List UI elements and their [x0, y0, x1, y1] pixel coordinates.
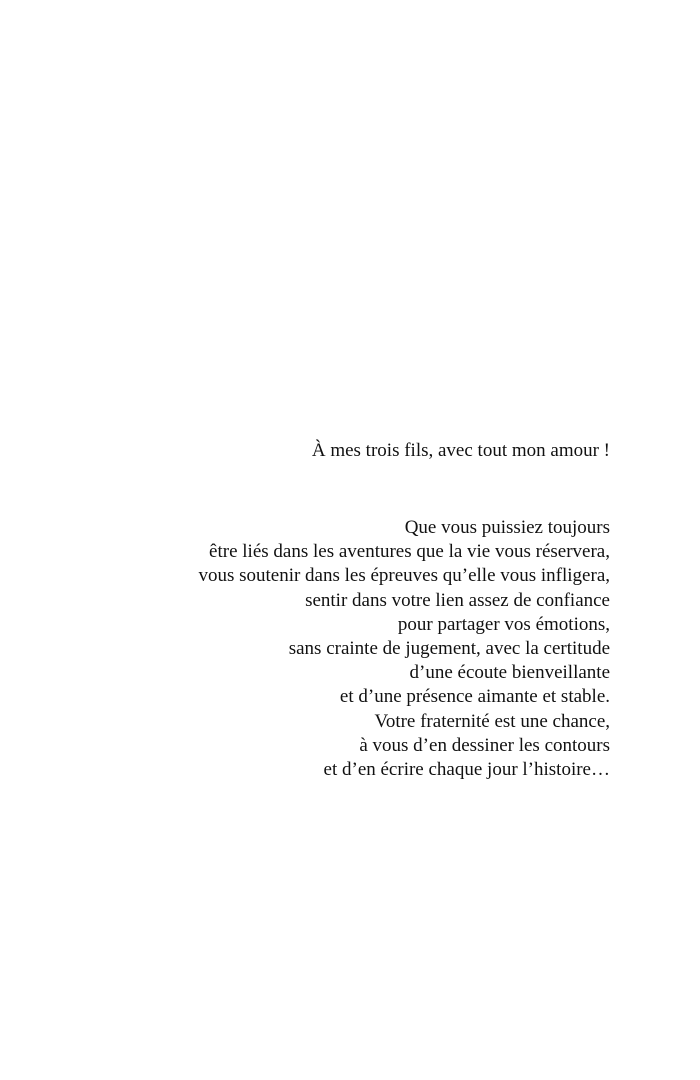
- poem-line: sentir dans votre lien assez de confiance: [305, 589, 610, 611]
- dedication-poem: [198, 516, 610, 782]
- poem-line: Votre fraternité est une chance,: [374, 710, 610, 732]
- poem-line: et d’en écrire chaque jour l’histoire…: [323, 759, 610, 781]
- poem-line: d’une écoute bienveillante: [409, 662, 610, 684]
- poem-line: à vous d’en dessiner les contours: [359, 734, 610, 756]
- poem-line: pour partager vos émotions,: [397, 613, 610, 635]
- poem-line: Que vous puissiez toujours: [404, 517, 610, 538]
- poem-line: vous soutenir dans les épreuves qu’elle vous infligera,: [198, 565, 610, 587]
- poem-line: et d’une présence aimante et stable.: [339, 686, 610, 708]
- dedication-text: À mes trois fils, avec tout mon amour !: [311, 440, 610, 461]
- poem-line: être liés dans les aventures que la vie vous réservera,: [209, 541, 610, 563]
- poem-line: sans crainte de jugement, avec la certitude: [288, 638, 610, 660]
